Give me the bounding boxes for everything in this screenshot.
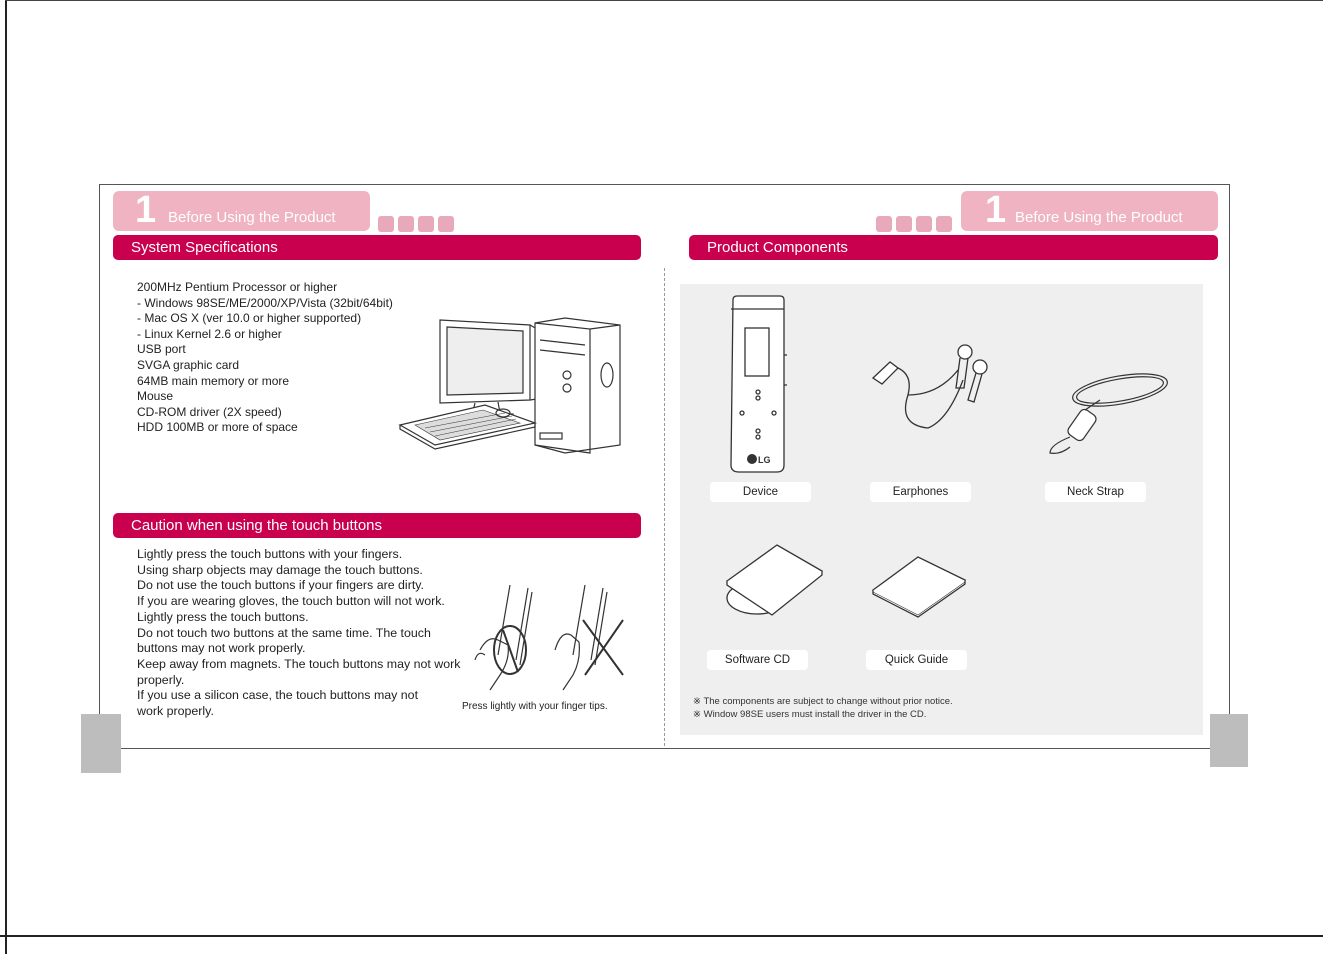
caution-line: work properly.	[137, 704, 214, 719]
component-label-device: Device	[710, 482, 811, 502]
device-logo: LG	[758, 455, 771, 465]
desktop-computer-icon	[395, 315, 635, 455]
quick-guide-icon	[870, 555, 970, 620]
caution-line: Lightly press the touch buttons.	[137, 609, 309, 624]
component-label-earphones: Earphones	[870, 482, 971, 502]
chapter-marker	[936, 216, 952, 232]
component-note: ※ The components are subject to change without prior notice.	[693, 696, 953, 707]
chapter-title: Before Using the Product	[1015, 209, 1183, 226]
spec-line: CD-ROM driver (2X speed)	[137, 404, 282, 419]
chapter-tab-right	[961, 191, 1218, 231]
caution-line: If you are wearing gloves, the touch button will not work.	[137, 594, 445, 609]
caution-line: buttons may not work properly.	[137, 641, 306, 656]
caution-line: Lightly press the touch buttons with your fingers.	[137, 547, 403, 561]
component-label-software-cd: Software CD	[707, 650, 808, 670]
chapter-marker	[378, 216, 394, 232]
spec-line: - Windows 98SE/ME/2000/XP/Vista (32bit/64bit)	[137, 295, 393, 310]
spec-line: SVGA graphic card	[137, 357, 240, 372]
caution-line: Keep away from magnets. The touch buttons may not work	[137, 656, 461, 671]
caution-line: Do not use the touch buttons if your fingers are dirty.	[137, 578, 424, 593]
caution-line: Do not touch two buttons at the same time. The touch	[137, 625, 431, 640]
note-symbol: ※	[693, 709, 701, 720]
system-specs-list	[137, 280, 393, 436]
spec-line: - Mac OS X (ver 10.0 or higher supported)	[137, 311, 362, 326]
neck-strap-icon	[1045, 365, 1170, 460]
left-page-tab	[81, 714, 121, 773]
chapter-number: 1	[135, 189, 157, 231]
caution-line: properly.	[137, 672, 185, 687]
component-label-neck-strap: Neck Strap	[1045, 482, 1146, 502]
touch-ok-icon	[470, 580, 550, 695]
note-symbol: ※	[693, 696, 701, 707]
chapter-marker	[418, 216, 434, 232]
chapter-marker	[896, 216, 912, 232]
touch-caption: Press lightly with your finger tips.	[462, 701, 608, 712]
caution-heading: Caution when using the touch buttons	[113, 513, 641, 538]
spec-line: 64MB main memory or more	[137, 373, 290, 388]
chapter-marker	[438, 216, 454, 232]
touch-wrong-icon	[545, 580, 635, 695]
software-cd-icon	[722, 543, 827, 618]
right-page-tab	[1210, 714, 1248, 767]
crop-line-top	[5, 0, 1323, 1]
chapter-marker	[916, 216, 932, 232]
crop-line-left	[5, 0, 7, 954]
spec-line: 200MHz Pentium Processor or higher	[137, 280, 338, 294]
chapter-number: 1	[985, 189, 1007, 231]
components-heading: Product Components	[689, 235, 1218, 260]
crop-line-bottom	[0, 935, 1323, 937]
chapter-marker	[398, 216, 414, 232]
spec-line: USB port	[137, 342, 186, 357]
system-specs-heading: System Specifications	[113, 235, 641, 260]
caution-list	[137, 547, 460, 720]
spec-line: HDD 100MB or more of space	[137, 420, 298, 435]
component-note: ※ Window 98SE users must install the driver in the CD.	[693, 709, 927, 720]
spec-line: - Linux Kernel 2.6 or higher	[137, 326, 282, 341]
chapter-marker	[876, 216, 892, 232]
chapter-tab-left	[113, 191, 370, 231]
page-gutter	[664, 268, 665, 746]
caution-line: If you use a silicon case, the touch buttons may not	[137, 688, 419, 703]
spec-line: Mouse	[137, 389, 174, 404]
chapter-title: Before Using the Product	[168, 209, 336, 226]
component-label-quick-guide: Quick Guide	[866, 650, 967, 670]
earphones-icon	[868, 340, 983, 435]
device-icon	[725, 295, 790, 475]
caution-line: Using sharp objects may damage the touch buttons.	[137, 562, 423, 577]
